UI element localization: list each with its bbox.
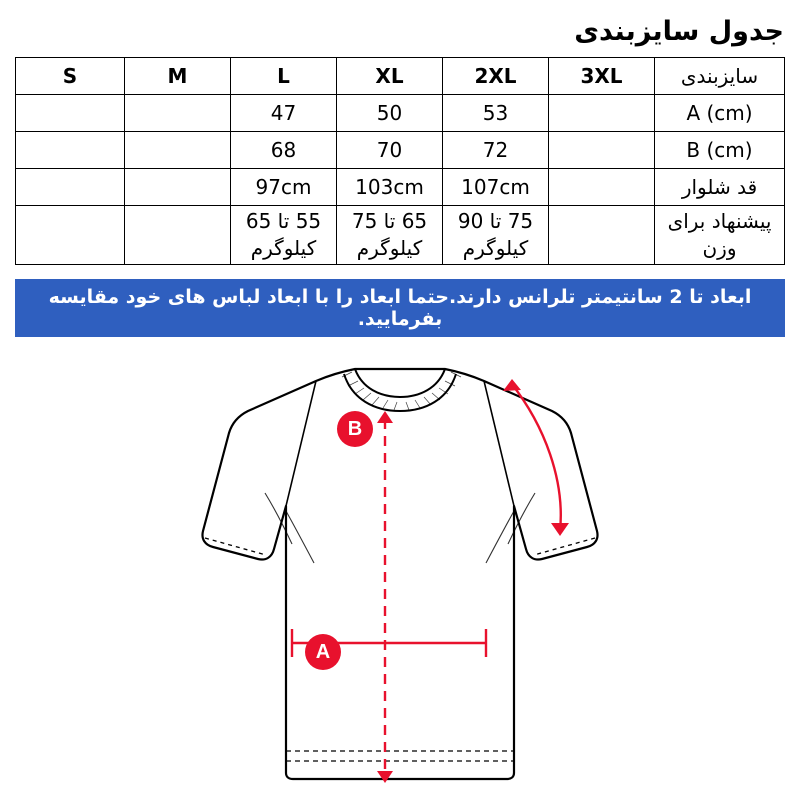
cell-a-2xl: 53 <box>443 95 549 132</box>
cell-b-m <box>125 132 231 169</box>
table-corner-label: سایزبندی <box>655 58 785 95</box>
column-header-s: S <box>16 58 125 95</box>
cell-b-l: 68 <box>231 132 337 169</box>
cell-weight-s <box>16 206 125 265</box>
table-row <box>16 206 785 265</box>
column-header-l: L <box>231 58 337 95</box>
tolerance-note: ابعاد تا 2 سانتیمتر تلرانس دارند.حتما ابعاد را با ابعاد لباس های خود مقایسه بفرمایید. <box>15 279 785 337</box>
cell-b-s <box>16 132 125 169</box>
cell-pants-m <box>125 169 231 206</box>
row-label-pants-length: قد شلوار <box>655 169 785 206</box>
cell-b-xl: 70 <box>337 132 443 169</box>
column-header-2xl: 2XL <box>443 58 549 95</box>
cell-pants-l: 97cm <box>231 169 337 206</box>
table-header-row <box>16 58 785 95</box>
cell-weight-2xl: 75 تا 90 کیلوگرم <box>443 206 549 265</box>
cell-b-3xl <box>549 132 655 169</box>
column-header-m: M <box>125 58 231 95</box>
cell-weight-m <box>125 206 231 265</box>
cell-pants-xl: 103cm <box>337 169 443 206</box>
tshirt-svg <box>0 341 800 801</box>
table-row <box>16 95 785 132</box>
cell-pants-s <box>16 169 125 206</box>
row-label-weight: پیشنهاد برای وزن <box>655 206 785 265</box>
cell-weight-3xl <box>549 206 655 265</box>
tshirt-outline <box>202 369 597 779</box>
cell-a-l: 47 <box>231 95 337 132</box>
cell-b-2xl: 72 <box>443 132 549 169</box>
cell-a-s <box>16 95 125 132</box>
cell-pants-3xl <box>549 169 655 206</box>
row-label-a: A (cm) <box>655 95 785 132</box>
column-header-xl: XL <box>337 58 443 95</box>
cell-weight-l: 55 تا 65 کیلوگرم <box>231 206 337 265</box>
cell-a-m <box>125 95 231 132</box>
column-header-3xl: 3XL <box>549 58 655 95</box>
row-label-b: B (cm) <box>655 132 785 169</box>
page-title: جدول سایزبندی <box>574 16 784 47</box>
cell-a-xl: 50 <box>337 95 443 132</box>
table-row <box>16 132 785 169</box>
cell-pants-2xl: 107cm <box>443 169 549 206</box>
table-row <box>16 169 785 206</box>
badge-b: B <box>337 411 373 447</box>
tshirt-diagram <box>0 341 800 801</box>
size-table <box>15 57 785 265</box>
badge-a: A <box>305 634 341 670</box>
cell-weight-xl: 65 تا 75 کیلوگرم <box>337 206 443 265</box>
cell-a-3xl <box>549 95 655 132</box>
